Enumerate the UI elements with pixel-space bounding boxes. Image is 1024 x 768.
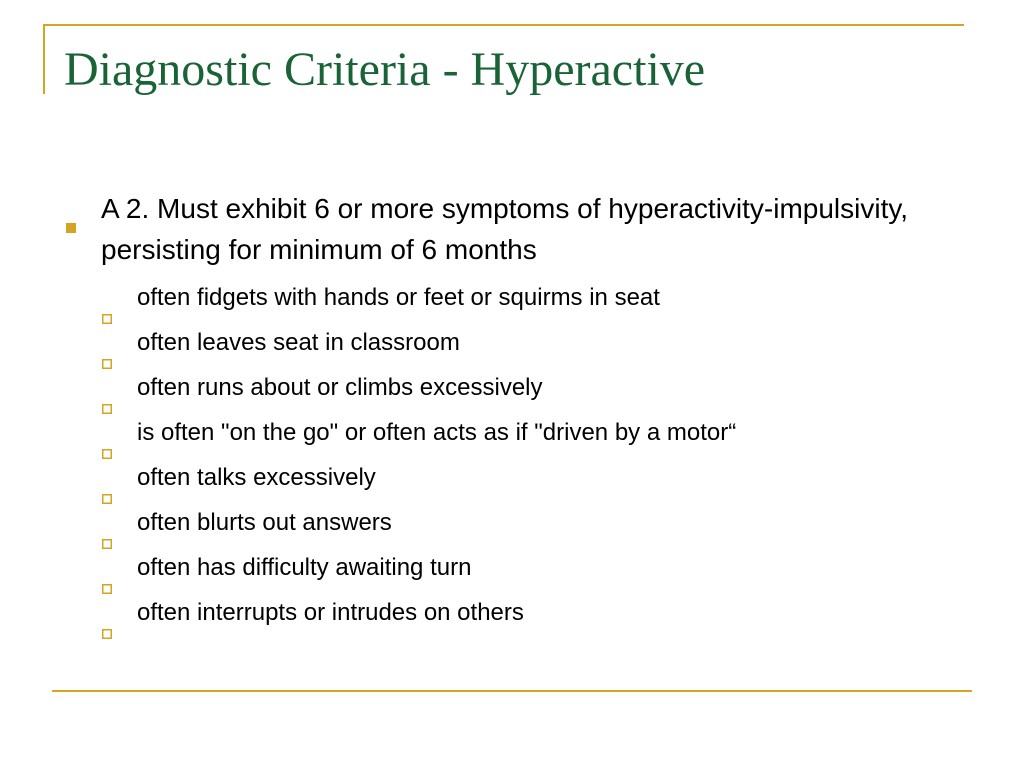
- symptom-text: often blurts out answers: [137, 509, 392, 536]
- hollow-square-bullet-icon: [102, 519, 112, 529]
- main-bullet: [64, 188, 964, 270]
- square-bullet-icon: [66, 203, 76, 213]
- main-bullet-text: A 2. Must exhibit 6 or more symptoms of hyperactivity-impulsivity, persisting for minimum of 6 months: [101, 193, 909, 265]
- symptom-list-item: [64, 275, 964, 320]
- hollow-square-bullet-icon: [102, 339, 112, 349]
- hollow-square-bullet-icon: [102, 474, 112, 484]
- symptom-text: often has difficulty awaiting turn: [137, 554, 472, 581]
- symptom-list: [64, 275, 964, 635]
- symptom-list-item: [64, 500, 964, 545]
- symptom-list-item: [64, 545, 964, 590]
- symptom-list-item: [64, 365, 964, 410]
- title-frame-top-line: [44, 24, 964, 26]
- symptom-list-item: [64, 590, 964, 635]
- hollow-square-bullet-icon: [102, 429, 112, 439]
- symptom-text: is often "on the go" or often acts as if "driven by a motor“: [137, 419, 737, 446]
- hollow-square-bullet-icon: [102, 564, 112, 574]
- hollow-square-bullet-icon: [102, 384, 112, 394]
- symptom-list-item: [64, 455, 964, 500]
- symptom-list-item: [64, 320, 964, 365]
- hollow-square-bullet-icon: [102, 609, 112, 619]
- slide-content: [64, 188, 964, 635]
- symptom-list-item: [64, 410, 964, 455]
- symptom-text: often leaves seat in classroom: [137, 329, 460, 356]
- symptom-text: often talks excessively: [137, 464, 376, 491]
- slide-title: Diagnostic Criteria - Hyperactive: [64, 43, 706, 96]
- symptom-text: often runs about or climbs excessively: [137, 374, 543, 401]
- hollow-square-bullet-icon: [102, 294, 112, 304]
- footer-rule: [52, 690, 972, 692]
- symptom-text: often fidgets with hands or feet or squirms in seat: [137, 284, 660, 311]
- title-frame-left-line: [43, 24, 45, 94]
- symptom-text: often interrupts or intrudes on others: [137, 599, 524, 626]
